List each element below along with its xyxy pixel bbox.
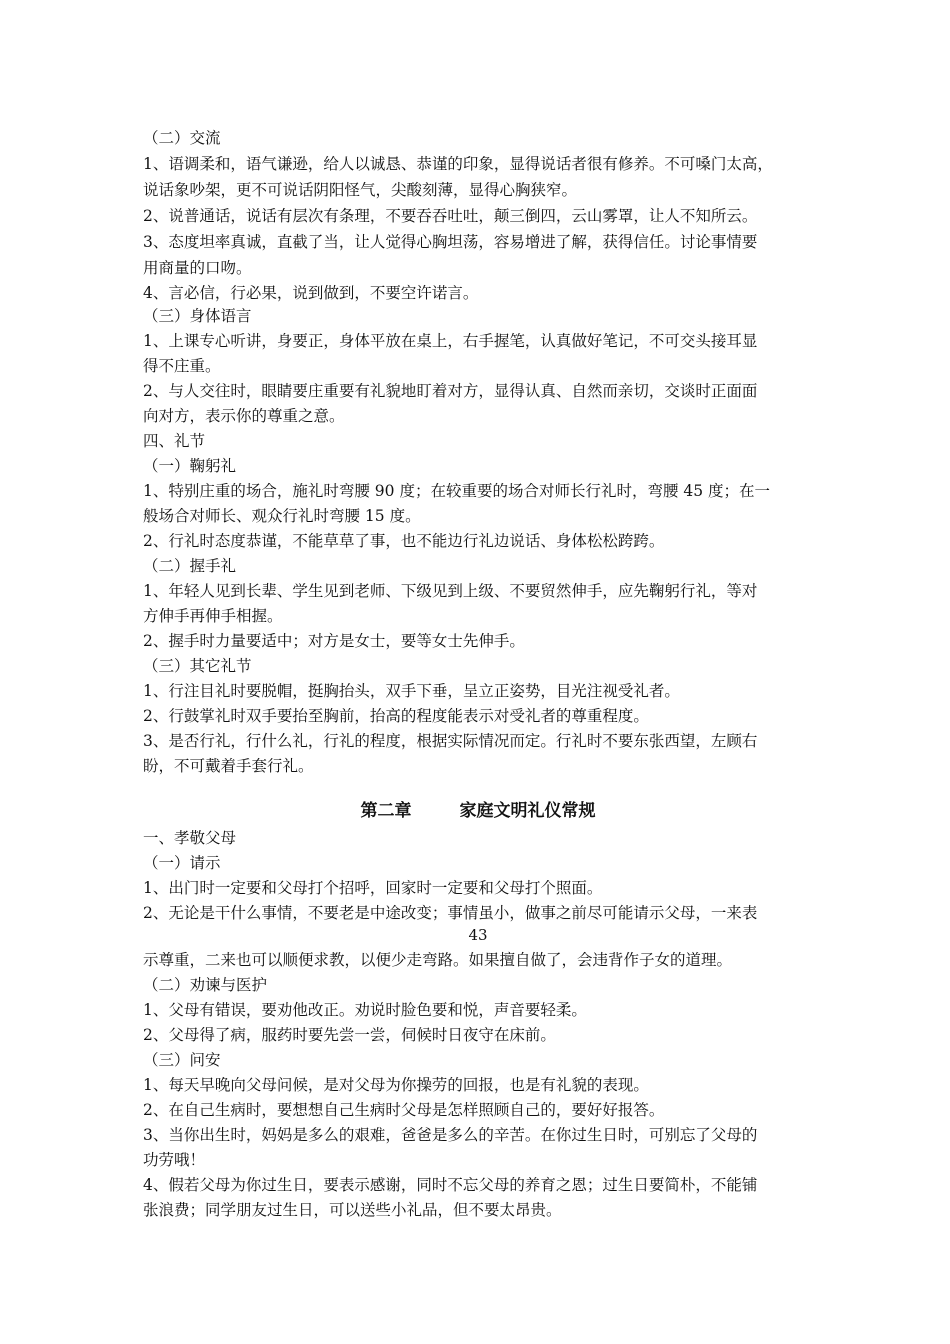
text-line: 1、每天早晚向父母问候，是对父母为你操劳的回报，也是有礼貌的表现。 [143, 1076, 649, 1094]
section-heading: 四、礼节 [143, 432, 206, 450]
text-line: 4、言必信，行必果，说到做到，不要空许诺言。 [143, 284, 479, 302]
chapter-number: 第二章 [360, 801, 412, 821]
text-line: 1、行注目礼时要脱帽，挺胸抬头，双手下垂，呈立正姿势，目光注视受礼者。 [143, 682, 680, 700]
section-heading: 一、孝敬父母 [143, 829, 237, 847]
chapter-name: 家庭文明礼仪常规 [459, 801, 596, 821]
text-line: 1、年轻人见到长辈、学生见到老师、下级见到上级、不要贸然伸手，应先鞠躬行礼，等对 [143, 582, 758, 600]
section-heading: （二）劝谏与医护 [143, 976, 268, 994]
text-line: 2、父母得了病，服药时要先尝一尝，伺候时日夜守在床前。 [143, 1026, 556, 1044]
chapter-title [143, 800, 813, 822]
section-heading: （三）问安 [143, 1051, 221, 1069]
text-line: 3、当你出生时，妈妈是多么的艰难，爸爸是多么的辛苦。在你过生日时，可别忘了父母的 [143, 1126, 758, 1144]
text-line: 2、在自己生病时，要想想自己生病时父母是怎样照顾自己的，要好好报答。 [143, 1101, 665, 1119]
text-line: 向对方，表示你的尊重之意。 [143, 407, 345, 425]
text-line: 张浪费；同学朋友过生日，可以送些小礼品，但不要太昂贵。 [143, 1201, 562, 1219]
section-heading: （二）交流 [143, 129, 221, 147]
text-line: 4、假若父母为你过生日，要表示感谢，同时不忘父母的养育之恩；过生日要简朴，不能铺 [143, 1176, 758, 1194]
text-line: 般场合对师长、观众行礼时弯腰 15 度。 [143, 507, 421, 525]
section-heading: （一）鞠躬礼 [143, 457, 237, 475]
section-heading: （三）其它礼节 [143, 657, 252, 675]
text-line: 2、说普通话，说话有层次有条理，不要吞吞吐吐，颠三倒四，云山雾罩，让人不知所云。 [143, 207, 758, 225]
page-number: 43 [468, 926, 488, 944]
text-line: 1、上课专心听讲，身要正，身体平放在桌上，右手握笔，认真做好笔记，不可交头接耳显 [143, 332, 758, 350]
text-line: 3、态度坦率真诚，直截了当，让人觉得心胸坦荡，容易增进了解，获得信任。讨论事情要 [143, 233, 758, 251]
text-line: 1、父母有错误，要劝他改正。劝说时脸色要和悦，声音要轻柔。 [143, 1001, 587, 1019]
text-line: 得不庄重。 [143, 357, 221, 375]
text-line: 2、无论是干什么事情，不要老是中途改变；事情虽小，做事之前尽可能请示父母，一来表 [143, 904, 758, 922]
section-heading: （二）握手礼 [143, 557, 237, 575]
text-line: 2、与人交往时，眼睛要庄重要有礼貌地盯着对方，显得认真、自然而亲切，交谈时正面面 [143, 382, 758, 400]
text-line: 功劳哦！ [143, 1151, 206, 1169]
section-heading: （三）身体语言 [143, 307, 252, 325]
text-line: 3、是否行礼，行什么礼，行礼的程度，根据实际情况而定。行礼时不要东张西望，左顾右 [143, 732, 758, 750]
text-line: 方伸手再伸手相握。 [143, 607, 283, 625]
section-heading: （一）请示 [143, 854, 221, 872]
text-line: 说话象吵架，更不可说话阴阳怪气，尖酸刻薄，显得心胸狭窄。 [143, 181, 578, 199]
text-line: 1、语调柔和，语气谦逊，给人以诚恳、恭谨的印象，显得说话者很有修养。不可嗓门太高， [143, 155, 773, 173]
text-line: 2、行鼓掌礼时双手要抬至胸前，抬高的程度能表示对受礼者的尊重程度。 [143, 707, 649, 725]
text-line: 盼，不可戴着手套行礼。 [143, 757, 314, 775]
text-line: 用商量的口吻。 [143, 259, 252, 277]
text-line: 1、特别庄重的场合，施礼时弯腰 90 度；在较重要的场合对师长行礼时，弯腰 45 度；在一 [143, 482, 771, 500]
text-line: 1、出门时一定要和父母打个招呼，回家时一定要和父母打个照面。 [143, 879, 603, 897]
text-line: 2、握手时力量要适中；对方是女士，要等女士先伸手。 [143, 632, 525, 650]
text-line: 示尊重，二来也可以顺便求教，以便少走弯路。如果擅自做了，会违背作子女的道理。 [143, 951, 733, 969]
text-line: 2、行礼时态度恭谨，不能草草了事，也不能边行礼边说话、身体松松跨跨。 [143, 532, 665, 550]
